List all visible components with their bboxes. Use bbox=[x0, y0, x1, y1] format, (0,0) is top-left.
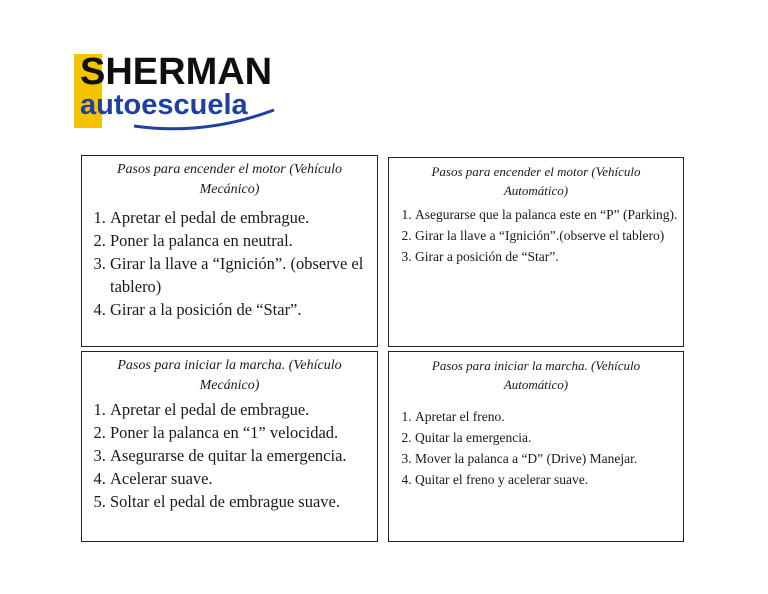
steps-list bbox=[389, 406, 683, 490]
list-item: 2. Girar la llave a “Ignición”.(observe el tablero) bbox=[415, 225, 683, 246]
list-item: 2. Poner la palanca en neutral. bbox=[110, 229, 377, 252]
card-title: Pasos para encender el motor (Vehículo Mecánico) bbox=[116, 162, 343, 197]
card-marcha-mecanico bbox=[81, 351, 378, 542]
steps-list bbox=[389, 204, 683, 267]
logo-line2: autoescuela bbox=[80, 89, 248, 121]
list-item: 3. Asegurarse de quitar la emergencia. bbox=[110, 444, 377, 467]
list-item: 4. Quitar el freno y acelerar suave. bbox=[415, 469, 683, 490]
card-motor-automatico bbox=[388, 157, 684, 347]
list-item: 3. Girar a posición de “Star”. bbox=[415, 246, 683, 267]
steps-list bbox=[82, 398, 377, 513]
list-item: 2. Poner la palanca en “1” velocidad. bbox=[110, 421, 377, 444]
list-item: 1. Apretar el freno. bbox=[415, 406, 683, 427]
card-motor-mecanico bbox=[81, 155, 378, 347]
sherman-logo bbox=[74, 52, 284, 132]
card-marcha-automatico bbox=[388, 351, 684, 542]
list-item: 3. Girar la llave a “Ignición”. (observe el tablero) bbox=[110, 252, 377, 298]
card-title: Pasos para iniciar la marcha. (Vehículo Automático) bbox=[431, 358, 641, 392]
list-item: 3. Mover la palanca a “D” (Drive) Manejar. bbox=[415, 448, 683, 469]
card-title: Pasos para iniciar la marcha. (Vehículo Mecánico) bbox=[117, 358, 342, 393]
list-item: 5. Soltar el pedal de embrague suave. bbox=[110, 490, 377, 513]
list-item: 1. Asegurarse que la palanca este en “P” (Parking). bbox=[415, 204, 683, 225]
card-title: Pasos para encender el motor (Vehículo Automático) bbox=[431, 164, 641, 198]
list-item: 1. Apretar el pedal de embrague. bbox=[110, 206, 377, 229]
list-item: 2. Quitar la emergencia. bbox=[415, 427, 683, 448]
list-item: 4. Girar a la posición de “Star”. bbox=[110, 298, 377, 321]
steps-list bbox=[82, 206, 377, 321]
logo-line1: SHERMAN bbox=[80, 51, 273, 93]
list-item: 4. Acelerar suave. bbox=[110, 467, 377, 490]
list-item: 1. Apretar el pedal de embrague. bbox=[110, 398, 377, 421]
